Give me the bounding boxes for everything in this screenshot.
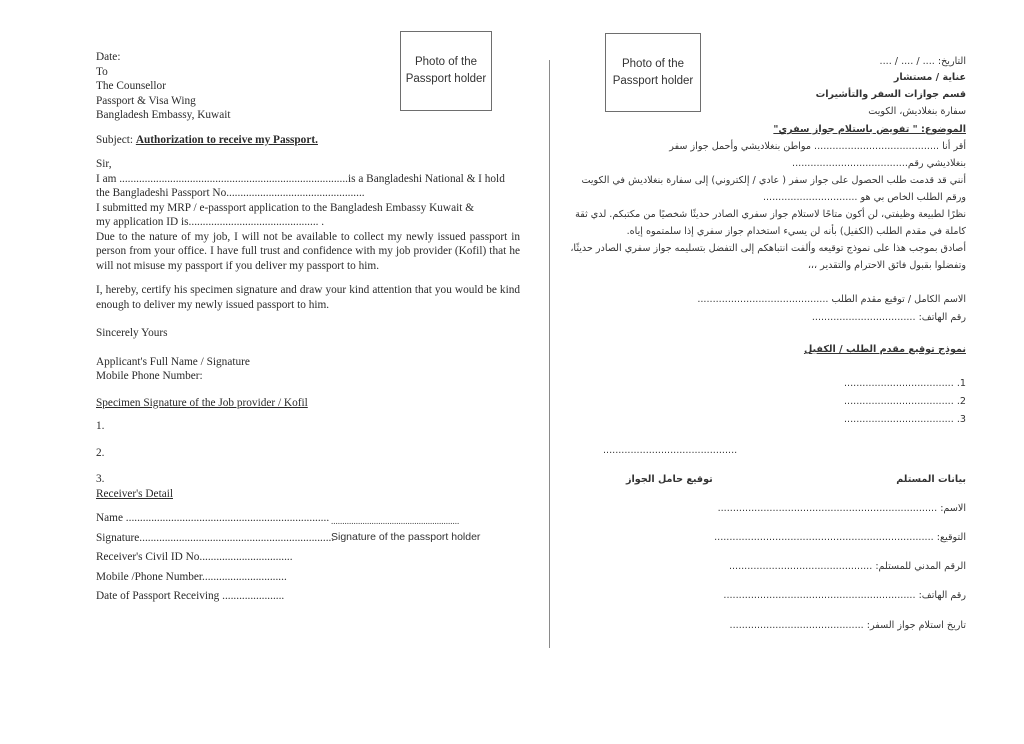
arabic-subject: الموضوع: " تفويض باستلام جواز سفري" (773, 124, 966, 135)
arabic-body-line-3: أنني قد قدمت طلب الحصول على جواز سفر ( عادي / إلكتروني) إلى سفارة بنغلاديش في الكويت (581, 175, 966, 186)
arabic-body-line-5: نظرًا لطبيعة وظيفتي، لن أكون متاحًا لاستلام جواز سفري الصادر حديثًا شخصيًا من مكتبكم. لدي ثقة (575, 209, 966, 220)
receiver-phone-field: Mobile /Phone Number.............................. (96, 570, 287, 583)
body-paragraph-2: I, hereby, certify his specimen signature and draw your kind attention that you would be kind enough to deliver my newly issued passport to him. (96, 284, 520, 311)
arabic-specimen-item-1: 1. .................................... (844, 378, 966, 389)
holder-signature-line: ......................................................... (331, 516, 460, 526)
arabic-receiver-name: الاسم: ........................................................................ (717, 503, 966, 514)
arabic-holder-signature: توقيع حامل الجواز (626, 474, 713, 485)
salutation: Sir, (96, 158, 112, 170)
arabic-body-line-6: كاملة في مقدم الطلب (الكفيل) بأنه لن يسيء استخدام جواز سفري إذا سلمتموه إياه. (626, 226, 966, 237)
arabic-name-signature: الاسم الكامل / توقيع مقدم الطلب ........................................... (697, 294, 966, 305)
embassy-name: Bangladesh Embassy, Kuwait (96, 109, 231, 121)
mobile-label: Mobile Phone Number: (96, 370, 203, 382)
closing: Sincerely Yours (96, 327, 168, 339)
specimen-item-2: 2. (96, 446, 105, 459)
receiver-name-field: Name ........................................................................ (96, 512, 330, 524)
arabic-receiver-heading: بيانات المستلم (896, 474, 966, 485)
subject-text: Authorization to receive my Passport. (135, 133, 318, 146)
arabic-body-line-1: أقر أنا ......................................... مواطن بنغلاديشي وأحمل جواز سفر (669, 141, 966, 152)
subject-label: Subject: (96, 133, 134, 146)
receiver-date-field: Date of Passport Receiving ...................... (96, 590, 285, 602)
arabic-specimen-item-3: 3. .................................... (844, 414, 966, 425)
receiver-heading: Receiver's Detail (96, 487, 173, 500)
applicant-name-label: Applicant's Full Name / Signature (96, 355, 250, 368)
receiver-signature-field: Signature..................................................................... (96, 531, 335, 544)
arabic-receiver-civil-id: الرقم المدني للمستلم: ............................................... (728, 561, 966, 572)
body-line-1: I am .................................................................................is a Bangladeshi National & I hold (96, 172, 505, 185)
arabic-body-line-2: بنغلاديشي رقم...................................... (792, 158, 966, 169)
arabic-receiver-date: تاريخ استلام جواز السفر: ............................................ (729, 620, 966, 631)
specimen-item-3: 3. (96, 473, 105, 485)
subject-line (96, 133, 520, 148)
wing-name: Passport & Visa Wing (96, 94, 196, 107)
body-line-2: the Bangladeshi Passport No................................................. (96, 187, 365, 199)
photo-box-label: Photo of the Passport holder (612, 57, 694, 87)
arabic-receiver-phone: رقم الهاتف: ............................................................... (723, 590, 966, 601)
addressee: The Counsellor (96, 80, 166, 92)
arabic-body-line-7: أصادق بموجب هذا على نموذج توقيعه وألفت انتباهكم إلى التفضل بتسليمه جواز سفري الصادر حديثًا، (570, 243, 966, 254)
holder-signature-caption: Signature of the passport holder (331, 531, 481, 543)
arabic-dotted-signature-line: ............................................ (603, 445, 738, 456)
arabic-specimen-heading: نموذج توقيع مقدم الطلب / الكفيل (803, 344, 966, 355)
arabic-embassy: سفارة بنغلاديش، الكويت (868, 106, 966, 117)
arabic-date: التاريخ: .... / .... / .... (879, 56, 966, 67)
page-divider (549, 60, 550, 648)
receiver-civil-id-field: Receiver's Civil ID No................................. (96, 551, 293, 563)
specimen-heading: Specimen Signature of the Job provider / Kofil (96, 396, 308, 409)
arabic-attention: عناية / مستشار (893, 72, 966, 83)
date-label: Date: (96, 51, 121, 63)
arabic-dept: قسم جوازات السفر والتأشيرات (815, 89, 966, 100)
to-label: To (96, 65, 108, 78)
photo-box-label: Photo of the Passport holder (405, 56, 487, 85)
body-line-3: I submitted my MRP / e-passport application to the Bangladesh Embassy Kuwait & (96, 201, 474, 214)
arabic-body-line-4: ورقم الطلب الخاص بي هو ............................... (762, 192, 966, 203)
arabic-phone: رقم الهاتف: .................................. (811, 312, 966, 323)
body-paragraph-1: Due to the nature of my job, I will not be available to collect my newly issued passport in person from your office. I have full trust and confidence with my job provider (Kofil) that he will not misuse my passport if you deliver my passport to him. (96, 230, 520, 272)
arabic-body-line-8: وتفضلوا بقبول فائق الاحترام والتقدير ،،، (807, 260, 966, 271)
photo-box-arabic (605, 33, 701, 112)
arabic-receiver-signature: التوقيع: ........................................................................ (714, 532, 966, 543)
body-line-4: my application ID is.............................................. . (96, 216, 325, 228)
arabic-specimen-item-2: 2. .................................... (844, 396, 966, 407)
specimen-item-1: 1. (96, 420, 105, 432)
